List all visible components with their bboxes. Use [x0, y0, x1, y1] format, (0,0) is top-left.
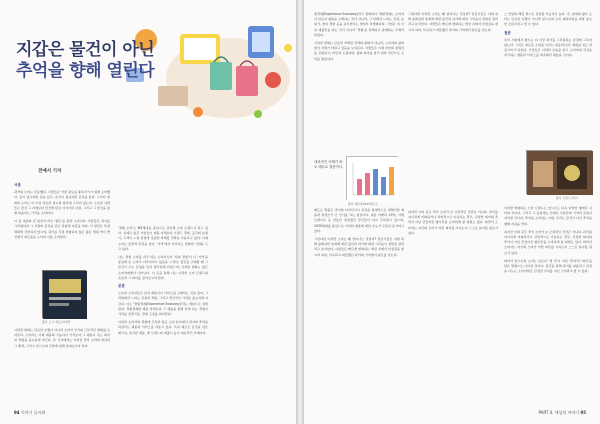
callout-text: 대표적인 사례가 바로 레트로 열풍이다. [314, 160, 344, 169]
trend-chart-graphic [347, 157, 399, 201]
right-column-2-bottom [408, 210, 498, 239]
paragraph: 오늘날 소비자들은 단지 제품이나 서비스를 구매하는 것을 넘어, 그 과정에서 느끼는 감정과 경험, 그리고 개인적인 기억을 중요하게 여긴다. 이는 '경험경제(Experience Economy)'라는 개념으로 설명된다. 경험경제란 제품 자체보다 그 제품을 통해 얻게 되는 경험이 가치를 갖게 되는 경제 구조를 의미한다. [118, 291, 208, 317]
left-column-2 [118, 226, 208, 339]
left-page [0, 0, 296, 424]
paragraph: '경험 소비'는 MZ세대를 중심으로 강하게 소비 트렌드가 되고 있다. 실제로 많은 기업들이 제품 자체보다 브랜드 경험, 공간의 분위기, 고객이 느낄 감정에 집중한 마케팅 전략을 사용하고 있다. 이제 소비는 물질적 만족을 넘어, '기억'에서 이어지는 경험에 기반을 두고 있다. [118, 226, 208, 251]
paragraph: 이 중 대중화 된 현상이 바로 '향수'를 통한 소비이다. 사람들은 과거를 그리워하며 그 시절의 감성을 담은 상품에 지갑을 연다. 이 현상은 특정 세대에 국한되지 않으며, 과거를 직접 경험하지 않은 젊은 세대 역시 옛것에서 새로움을 느끼며 이를 소비한다. [14, 219, 110, 239]
article-title [16, 40, 154, 82]
paragraph: 하지만 이와 같은 추억 소비가 늘 긍정적인 것만은 아니다. 과거를 지나치게 미화하거나 상업적으로 이용하는 경우, 진정한 의미의 추억이 아닌 만들어진 향수만을 소비하게 될 위험도 있다. 따라서 소비자는 자신의 소비가 어떤 의미를 가지는지 스스로 돌아볼 필요가 있다. [504, 229, 592, 255]
left-column-1 [14, 180, 110, 243]
book-gutter [296, 0, 304, 424]
section-heading-result: 결론 [504, 30, 511, 35]
paragraph: 이러한 변화는 단순한 유행이 아니라 소비자 인식의 근본적인 변화를 보여준다. 소비자는 이제 제품의 기능이나 가격보다 그 제품이 주는 의미와 경험을 중요하게 여긴다. 본 기사에서는 이러한 추억 소비의 양상과 그 배경, 그리고 앞으로의 전망에 대해 살펴보고자 한다. [14, 328, 110, 348]
paragraph: 레트로 열풍은 과거의 디자인이나 감성을 현대적으로 재해석한 제품과 콘텐츠가 큰 인기를 끄는 현상이다. 필름 카메라, LP판, 카세트테이프 등 한동안 잊혀졌던 물건들이 다시 주목받고 있으며, 2030세대를 중심으로 이러한 제품에 대한 수요가 꾸준히 증가하고 있다. [314, 208, 404, 233]
page-number-left [14, 410, 45, 416]
section-label: PART 4. 세상의 이야기 [538, 410, 580, 415]
chart-caption: 출처: 대학내일20대연구소 [348, 203, 379, 206]
photo-caption: 출처: 트렌드코리아 [556, 197, 578, 200]
left-column-1-bottom [14, 328, 110, 352]
paragraph: 나는 경험 소비를 자주 하는 소비자로서 '나의 경험'이 나 '기억'을 중심에 둔 소비가 이루어지고 있음을 느낀다. 물건을 구매할 때 그 물건이 주는 감정을 먼저 생각하게 되었으며, 이러한 변화는 많은 소비자에게서 나타난다. 이 글을 통해 나는 이러한 소비 트렌드의 흐름과 그 의미를 짚어보고자 한다. [118, 255, 208, 280]
right-column-2 [408, 12, 498, 36]
title-line-2: 추억을 향해 열린다 [16, 61, 155, 81]
paragraph: 우리 사회에서 향수는 더 이상 과거를 그리워하는 감정에 그치지 않는다. 그것은 새로운 소비를 이끄는 원동력이자, 세대를 잇는 연결고리가 되었다. 기업들은 이러한 흐름을 읽고 소비자의 감성을 자극하는 제품과 서비스를 계속해서 내놓을 것이다. [504, 37, 592, 58]
page-number: 95 [580, 410, 586, 415]
right-page [304, 0, 600, 424]
paragraph: 그렇다면 이러한 소비는 왜 일어나는 것일까? 전문가들은 이에 대해 불확실한 현재에 대한 불안과 과거에 대한 그리움이 결합된 결과라고 분석한다. 사람들은 빠르게 변화하는 세상 속에서 안정감을 찾고자 하며, 익숙하고 따뜻했던 과거의 기억에서 위로를 얻는다. [314, 237, 404, 257]
right-column-1-bottom [314, 208, 404, 261]
title-line-1: 지갑은 물건이 아닌 [16, 40, 155, 60]
paragraph: 이러한 변화는 단순한 마케팅 전략의 변화가 아니라, 소비자의 삶의 방식 자체가 바뀌고 있음을 보여준다. 사람들은 이제 자신의 정체성을 표현하고, 타인과 소통하며, 삶의 의미를 찾기 위한 수단으로 소비를 활용한다. [314, 41, 404, 61]
paragraph: 이러한 변화하는 소비 트렌드는 앞으로도 더욱 다양한 형태로 나타날 것이다. 그리고 그 중심에는 언제나 사람들의 기억과 감정이 자리할 것이다. 추억을 소비하는 시대, 우리는 물건이 아닌 추억을 향해 지갑을 연다. [504, 206, 592, 226]
page-number: 94 [14, 410, 20, 415]
section-heading-body: 본론 [118, 284, 125, 289]
author-name: 전예서 기자 [38, 169, 62, 174]
paragraph: 스 산업의 핵심 축으로 성장할 가능성이 높다. 즉, 현재의 향수 소비는 단순한 유행이 아니라 앞으로의 소비 패러다임을 바꿀 중요한 흐름이라고 할 수 있다. [504, 12, 592, 27]
paragraph: 그렇다면 이러한 소비는 왜 일어나는 것일까? 전문가들은 이에 대해 불확실한 현재에 대한 불안과 과거에 대한 그리움이 결합된 결과라고 분석한다. 사람들은 빠르게 변화하는 세상 속에서 안정감을 찾고자 하며, 익숙하고 따뜻했던 과거의 기억에서 위로를 얻는다. [408, 12, 498, 32]
paragraph: 하지만 이와 같은 추억 소비가 늘 긍정적인 것만은 아니다. 과거를 지나치게 미화하거나 상업적으로 이용하는 경우, 진정한 의미의 추억이 아닌 만들어진 향수만을 소비하게 될 위험도 있다. 따라서 소비자는 자신의 소비가 어떤 의미를 가지는지 스스로 돌아볼 필요가 있다. [408, 210, 498, 235]
trend-photo [526, 150, 592, 194]
page-label: 이야기 들어봐 [20, 410, 46, 415]
book-caption: 출처: 도서 '레트로마케팅' [42, 321, 72, 324]
paragraph: 따라서 앞으로의 소비는 단순히 '옛 것'이 아닌 '추억'과 '의미'를 담은 방향으로 나아갈 것이다. 물건을 통해 과거를 떠올리고 감정을 나누는 소비야말로 진정한 가치를 지닌 소비라고 할 수 있다. [504, 258, 592, 274]
page-footer [539, 410, 587, 416]
paragraph: 이러한 소비자의 경향에 주목한 많은 소비 분야에서 과거의 추억을 되살리는 제품과 서비스를 내놓고 있다. 특히 레트로 감성을 담은 패키지, 복각판 제품, 옛 브랜드의 재출시 등이 대표적인 사례이다. [118, 320, 208, 335]
trend-chart [346, 156, 398, 200]
paragraph: 험경제(Experience Economy)라고 정의한다. 체험경제는 소비자가 단순히 제품을 구매하는 것이 아니라, 그 안에서 느끼는 감정, 분위기, 참여 경험 등을 중시한다는 점에서 차별화된다. 기업은 더 이상 제품만을 파는 것이 아니라 '경험'을 설계하고 판매하는 주체가 되었다. [314, 12, 404, 37]
section-heading-intro: 서론 [14, 183, 21, 187]
paragraph: 과거의 소비는 단순했다. 사람들은 어떤 필요를 충족시키기 위해 소비했다. 옷이 필요하면 옷을 샀고, 음식이 필요하면 음식을 샀다. 그러나 현대의 소비는 더 이상 단순한 필요의 충족에 그치지 않는다. 오늘날 사람들은 물건 그 자체보다 물건에 담긴 이야기와 감정, 그리고 그 물건을 통해 떠올리는 기억을 소비한다. [14, 190, 110, 216]
right-column-1 [314, 12, 404, 65]
right-column-3-bottom [504, 206, 592, 277]
right-column-3 [504, 12, 592, 62]
book-cover-image [42, 270, 86, 318]
